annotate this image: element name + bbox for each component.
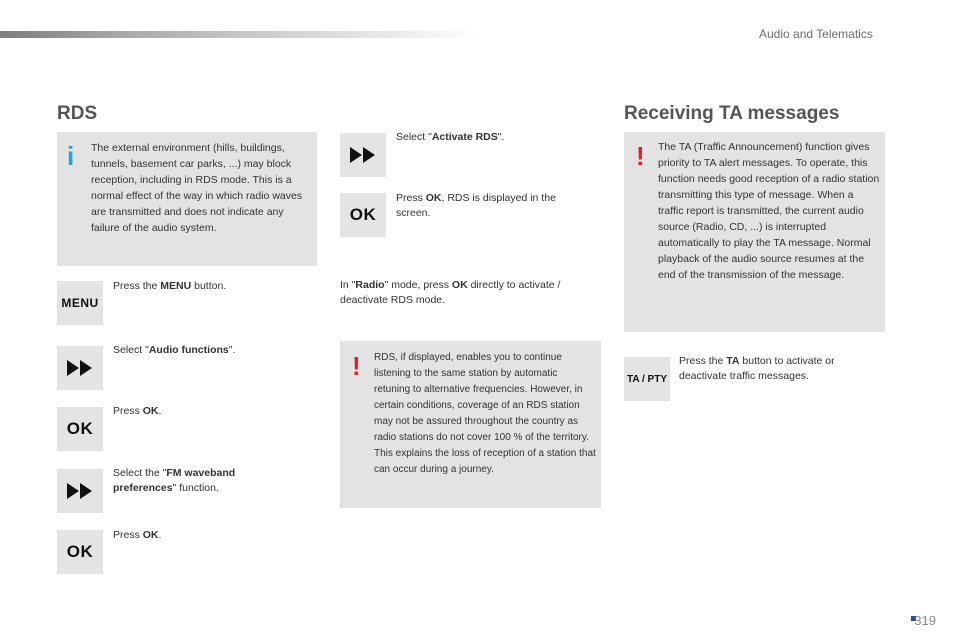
header-gradient-bar bbox=[0, 31, 480, 38]
menu-button-icon bbox=[57, 281, 103, 325]
next-arrows-icon bbox=[57, 346, 103, 390]
rds-step-5: Press OK. bbox=[113, 529, 162, 541]
warning-icon: ! bbox=[636, 141, 645, 171]
menu-button-label: MENU bbox=[61, 296, 99, 310]
info-icon: i bbox=[67, 141, 75, 171]
ta-warning-text: The TA (Traffic Announcement) function gives priority to TA alert messages. To operate, this function needs good reception of a radio station transmitting this type of message. When a traffic report is transmitted, the current audio source (Radio, CD, ...) is interrupted automatically to play the TA message. Normal playback of the audio source resumes at the end of the transmission of the message. bbox=[658, 141, 880, 281]
ok-button-label: OK bbox=[66, 419, 94, 438]
page-number: 319 bbox=[914, 613, 936, 628]
ok-button-icon bbox=[340, 193, 386, 237]
rds-step-4: Select the "FM waveband preferences" function. bbox=[113, 467, 236, 494]
rds-step-3: Press OK. bbox=[113, 405, 162, 417]
next-arrows-icon bbox=[340, 133, 386, 177]
rds-title: RDS bbox=[57, 103, 98, 124]
rds-step-1: Press the MENU button. bbox=[113, 280, 227, 292]
ta-warning-note bbox=[624, 132, 885, 332]
ta-title: Receiving TA messages bbox=[624, 103, 840, 124]
rds-step-6: Select "Activate RDS". bbox=[396, 131, 505, 143]
ta-step: Press the TA button to activate or deactivate traffic messages. bbox=[679, 355, 835, 382]
rds-radio-mode-text: In "Radio" mode, press OK directly to activate / deactivate RDS mode. bbox=[340, 279, 561, 306]
rds-step-7: Press OK, RDS is displayed in the screen. bbox=[396, 192, 556, 219]
ok-button-label: OK bbox=[66, 542, 94, 561]
rds-info-note bbox=[57, 132, 317, 266]
rds-step-2: Select "Audio functions". bbox=[113, 344, 236, 356]
ta-pty-button-icon bbox=[624, 357, 670, 401]
ok-button-label: OK bbox=[349, 205, 377, 224]
section-header-title: Audio and Telematics bbox=[759, 27, 873, 41]
warning-icon: ! bbox=[352, 351, 361, 381]
ta-pty-button-label: TA / PTY bbox=[627, 373, 667, 385]
ok-button-icon bbox=[57, 407, 103, 451]
rds-warning-text: RDS, if displayed, enables you to continue listening to the same station by automatic retuning to alternative frequencies. However, in certain conditions, coverage of an RDS station may not be assured throughout the country as radio stations do not cover 100 % of the territory. This explains the loss of reception of a station that can occur during a journey. bbox=[374, 352, 596, 475]
rds-info-text: The external environment (hills, buildings, tunnels, basement car parks, ...) may block reception, including in RDS mode. This is a normal effect of the way in which radio waves are transmitted and does not indicate any failure of the audio system. bbox=[91, 142, 303, 234]
next-arrows-icon bbox=[57, 469, 103, 513]
rds-warning-note bbox=[340, 341, 601, 508]
ok-button-icon bbox=[57, 530, 103, 574]
